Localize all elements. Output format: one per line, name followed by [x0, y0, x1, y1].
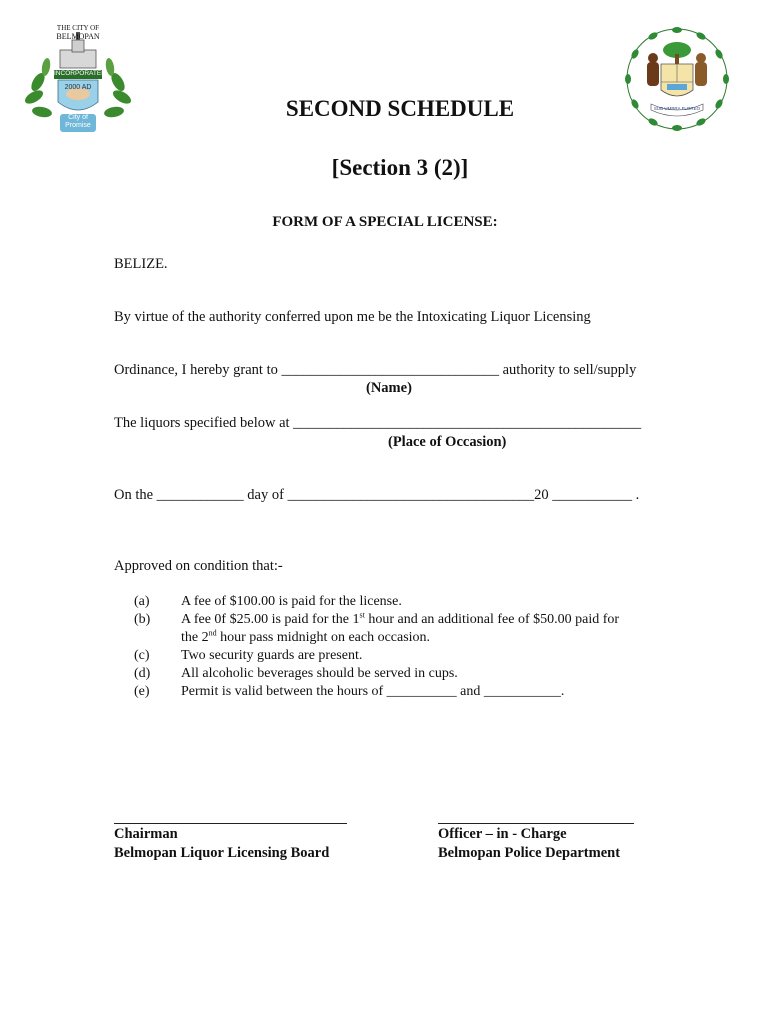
- signatory-title-left: Chairman: [114, 826, 178, 842]
- grant-paragraph: Ordinance, I hereby grant to ______________________________ authority to sell/supply: [114, 362, 637, 378]
- signatory-org-left: Belmopan Liquor Licensing Board: [114, 845, 330, 861]
- list-label: (c): [134, 648, 150, 663]
- seal-band-text: INCORPORATED: [54, 70, 106, 77]
- authority-paragraph: By virtue of the authority conferred upon me be the Intoxicating Liquor Licensing: [114, 309, 591, 325]
- document-title: SECOND SCHEDULE: [285, 96, 515, 121]
- liquors-paragraph: The liquors specified below at ________________________________________________: [114, 415, 642, 431]
- list-label: (d): [134, 666, 151, 681]
- seal-arc-text: THE CITY OF: [56, 24, 100, 32]
- country-line: BELIZE.: [114, 256, 168, 272]
- list-text: Two security guards are present.: [181, 648, 363, 663]
- place-label: (Place of Occasion): [388, 434, 507, 450]
- coat-of-arms-motto: SUB UMBRA FLOREO: [653, 106, 701, 111]
- seal-arc-text-2: BELMOPAN: [56, 32, 100, 41]
- seal-year-text: 2000 AD: [64, 84, 92, 91]
- list-text: Permit is valid between the hours of __________ and ___________.: [181, 684, 565, 699]
- list-label: (e): [134, 684, 150, 699]
- signature-line-chairman: [114, 823, 347, 824]
- list-label: (a): [134, 594, 150, 609]
- signatory-org-right: Belmopan Police Department: [438, 845, 621, 861]
- list-label: (b): [134, 612, 151, 627]
- list-text: A fee of $100.00 is paid for the license.: [181, 594, 402, 609]
- list-text: the 2nd hour pass midnight on each occasion.: [181, 628, 431, 645]
- section-reference: [Section 3 (2)]: [331, 155, 469, 180]
- seal-motto-line2: Promise: [65, 122, 91, 129]
- list-text: A fee 0f $25.00 is paid for the 1st hour and an additional fee of $50.00 paid for: [181, 610, 620, 627]
- name-label: (Name): [366, 380, 412, 396]
- signature-line-officer: [438, 823, 634, 824]
- date-line: On the ____________ day of __________________________________20 ___________ .: [114, 487, 640, 503]
- list-text: All alcoholic beverages should be served in cups.: [181, 666, 458, 681]
- seal-motto-line1: City of: [68, 114, 88, 121]
- signatory-title-right: Officer – in - Charge: [438, 826, 567, 842]
- form-heading: FORM OF A SPECIAL LICENSE:: [272, 214, 498, 230]
- approved-heading: Approved on condition that:-: [114, 558, 283, 574]
